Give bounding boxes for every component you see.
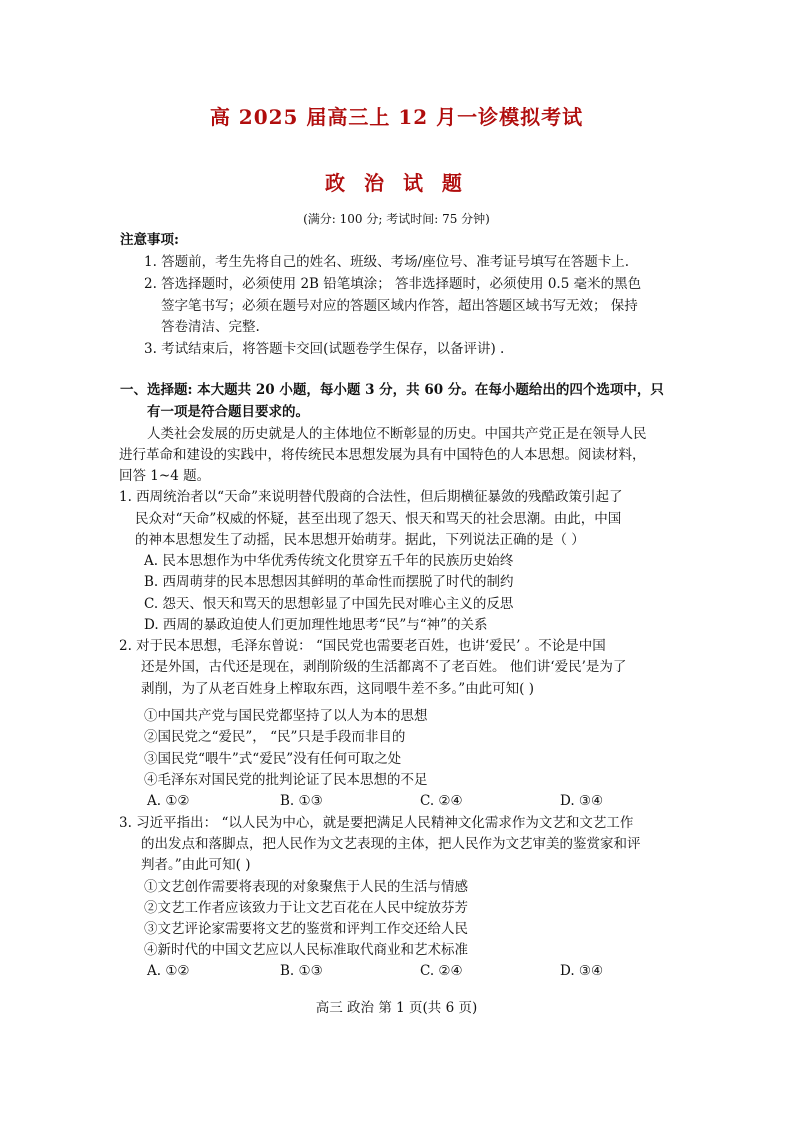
q3-choice-a: A. ①② bbox=[147, 963, 190, 979]
q2-statement-1: ①中国共产党与国民党都坚持了以人为本的思想 bbox=[144, 708, 428, 724]
section-intro: 人类社会发展的历史就是人的主体地位不断彰显的历史。中国共产党正是在领导人民 bbox=[147, 426, 647, 442]
q1-option-c: C. 怨天、恨天和骂天的思想彰显了中国先民对唯心主义的反思 bbox=[144, 596, 514, 612]
q3-statement-3: ③文艺评论家需要将文艺的鉴赏和评判工作交还给人民 bbox=[144, 921, 468, 937]
section-intro: 回答 1~4 题。 bbox=[119, 468, 211, 484]
section-intro: 进行革命和建设的实践中，将传统民本思想发展为具有中国特色的人本思想。阅读材料， bbox=[119, 447, 646, 463]
notice-item-1: 1. 答题前，考生先将自己的姓名、班级、考场/座位号、准考证号填写在答题卡上. bbox=[144, 254, 630, 270]
q3-stem: 的出发点和落脚点，把人民作为文艺表现的主体，把人民作为文艺审美的鉴赏家和评 bbox=[141, 836, 641, 852]
notice-item-2-cont2: 答卷清洁、完整. bbox=[161, 319, 260, 335]
q1-stem: 的神本思想发生了动摇，民本思想开始萌芽。据此，下列说法正确的是（ ） bbox=[135, 532, 585, 548]
q2-choice-b: B. ①③ bbox=[280, 793, 323, 809]
q1-option-a: A. 民本思想作为中华优秀传统文化贯穿五千年的民族历史始终 bbox=[144, 553, 514, 569]
q2-choice-a: A. ①② bbox=[147, 793, 190, 809]
q2-statement-4: ④毛泽东对国民党的批判论证了民本思想的不足 bbox=[144, 772, 428, 788]
notice-item-2-cont: 签字笔书写；必须在题号对应的答题区域内作答，超出答题区域书写无效； 保持 bbox=[161, 298, 638, 314]
q2-choice-d: D. ③④ bbox=[560, 793, 604, 809]
q1-stem: 1. 西周统治者以“天命”来说明替代殷商的合法性，但后期横征暴敛的残酷政策引起了 bbox=[119, 489, 623, 505]
q1-option-d: D. 西周的暴政迫使人们更加理性地思考“民”与“神”的关系 bbox=[144, 617, 488, 633]
exam-title: 高 2025 届高三上 12 月一诊模拟考试 bbox=[209, 105, 584, 129]
q3-choice-b: B. ①③ bbox=[280, 963, 323, 979]
q3-choice-c: C. ②④ bbox=[420, 963, 463, 979]
notice-heading: 注意事项: bbox=[120, 232, 179, 248]
q3-choice-d: D. ③④ bbox=[560, 963, 604, 979]
q3-stem: 3. 习近平指出： “以人民为中心，就是要把满足人民精神文化需求作为文艺和文艺工作 bbox=[119, 815, 634, 831]
subject-title: 政 治 试 题 bbox=[325, 171, 468, 195]
q3-stem: 判者。”由此可知( ) bbox=[141, 857, 251, 873]
q2-choice-c: C. ②④ bbox=[420, 793, 463, 809]
q3-statement-1: ①文艺创作需要将表现的对象聚焦于人民的生活与情感 bbox=[144, 879, 468, 895]
notice-item-2: 2. 答选择题时，必须使用 2B 铅笔填涂； 答非选择题时，必须使用 0.5 毫米的黑色 bbox=[144, 276, 642, 292]
page-footer: 高三 政治 第 1 页(共 6 页) bbox=[315, 1000, 478, 1016]
q1-option-b: B. 西周萌芽的民本思想因其鲜明的革命性而摆脱了时代的制约 bbox=[144, 574, 514, 590]
q3-statement-2: ②文艺工作者应该致力于让文艺百花在人民中绽放芬芳 bbox=[144, 900, 468, 916]
section-heading-cont: 有一项是符合题目要求的。 bbox=[147, 404, 309, 420]
q2-statement-3: ③国民党“喂牛”式“爱民”没有任何可取之处 bbox=[144, 751, 402, 767]
q2-stem: 2. 对于民本思想，毛泽东曾说： “国民党也需要老百姓，也讲‘爱民’ 。不论是中国 bbox=[119, 638, 606, 654]
q1-stem: 民众对“天命”权威的怀疑，甚至出现了怨天、恨天和骂天的社会思潮。由此，中国 bbox=[135, 511, 622, 527]
notice-item-3: 3. 考试结束后，将答题卡交回(试题卷学生保存，以备评讲) . bbox=[144, 341, 505, 357]
section-heading: 一、选择题: 本大题共 20 小题，每小题 3 分，共 60 分。在每小题给出的四个选项中，只 bbox=[120, 382, 664, 398]
exam-meta: (满分: 100 分; 考试时间: 75 分钟) bbox=[303, 212, 490, 226]
q2-stem: 还是外国，古代还是现在，剥削阶级的生活都离不了老百姓。 他们讲‘爱民’是为了 bbox=[141, 659, 627, 675]
q2-stem: 剥削，为了从老百姓身上榨取东西，这同喂牛差不多。”由此可知( ) bbox=[141, 681, 534, 697]
q2-statement-2: ②国民党之“爱民”， “民”只是手段而非目的 bbox=[144, 729, 406, 745]
q3-statement-4: ④新时代的中国文艺应以人民标准取代商业和艺术标准 bbox=[144, 942, 468, 958]
